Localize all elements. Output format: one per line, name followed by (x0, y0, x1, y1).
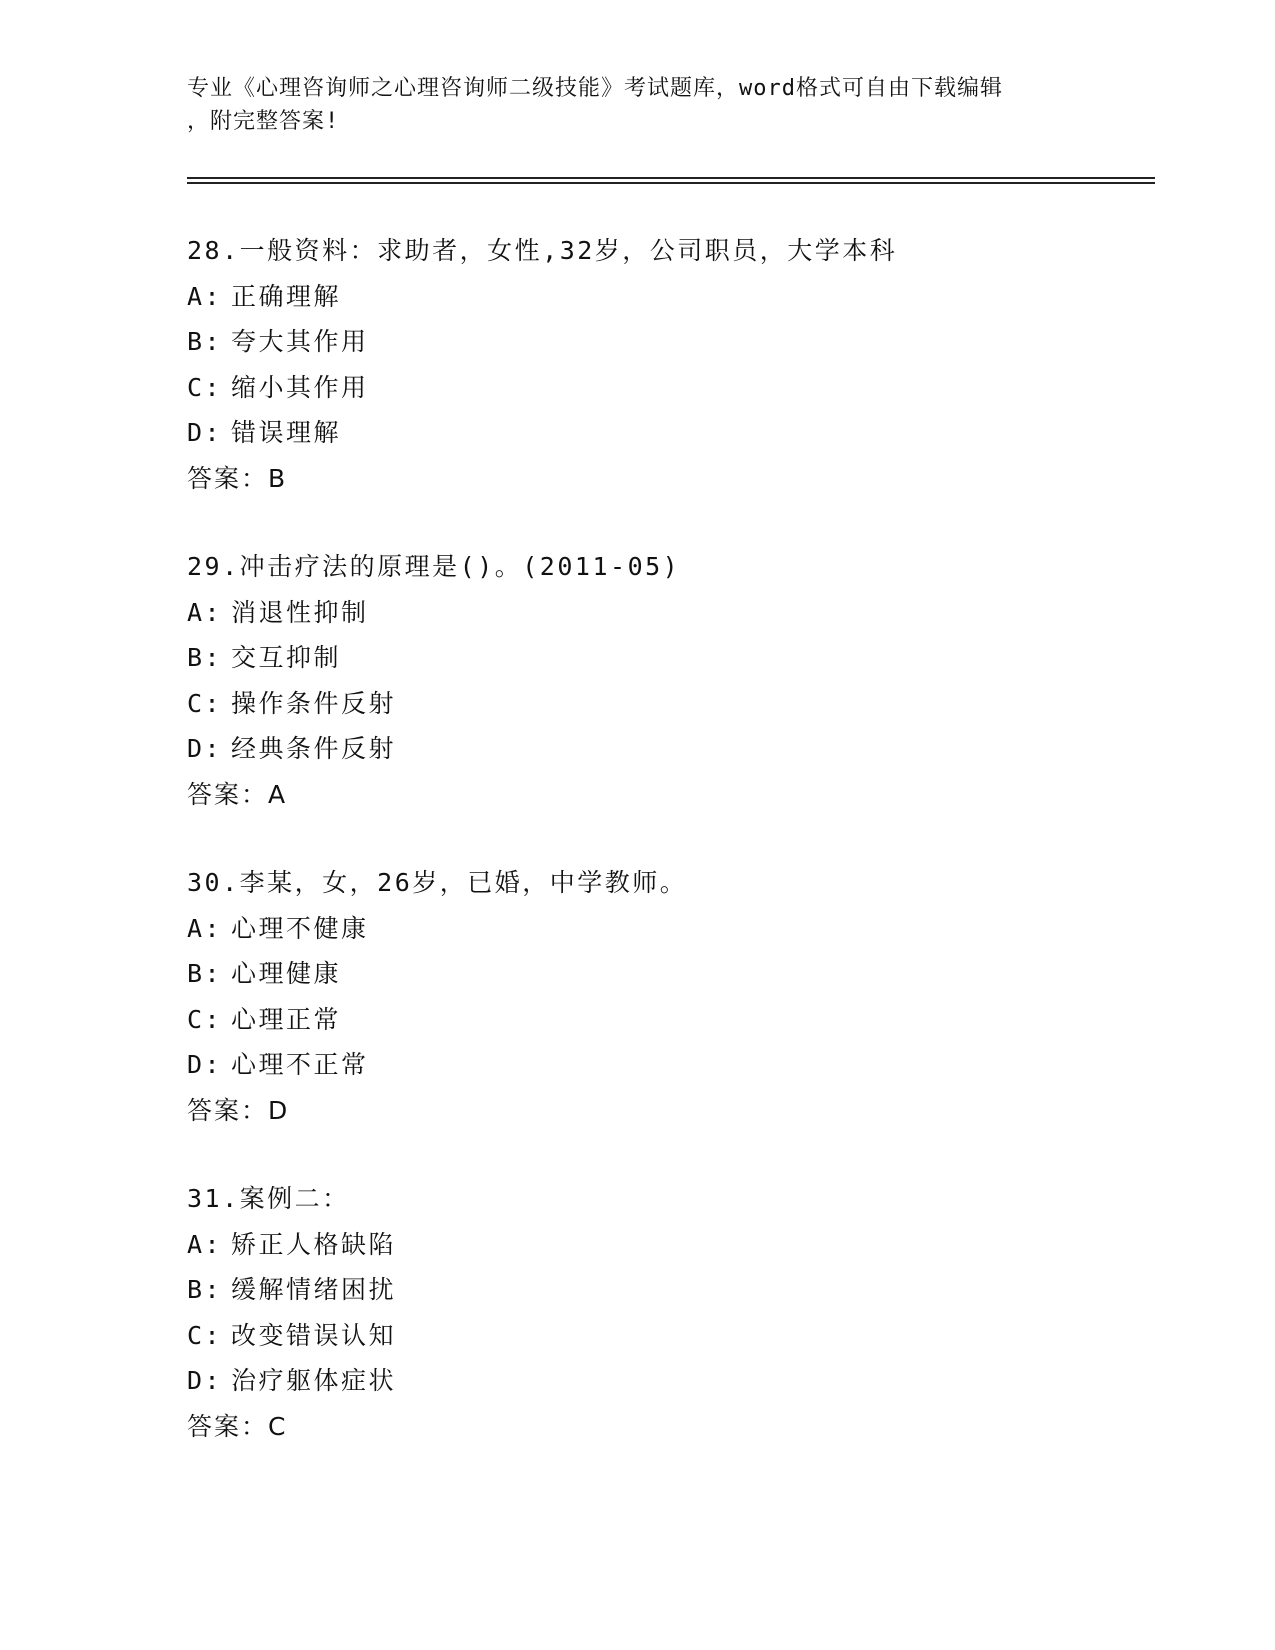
option-d (187, 726, 1147, 772)
option-text: 正确理解 (231, 281, 342, 311)
option-c (187, 1313, 1147, 1359)
option-text: 改变错误认知 (231, 1320, 397, 1350)
option-text: 心理健康 (231, 959, 342, 988)
header-divider-bottom (187, 182, 1155, 184)
option-letter: B: (187, 959, 223, 988)
option-c (187, 365, 1147, 411)
option-text: 缩小其作用 (231, 372, 369, 402)
option-d (187, 1358, 1147, 1404)
question-text: 31.案例二： (187, 1184, 350, 1213)
option-letter: C: (187, 688, 223, 718)
answer-line: 答案：B (187, 463, 288, 493)
option-b (187, 1267, 1147, 1313)
question-29 (187, 544, 1147, 817)
option-text: 缓解情绪困扰 (231, 1275, 397, 1304)
question-31 (187, 1176, 1147, 1449)
option-text: 心理正常 (231, 1004, 342, 1034)
header-line-2: ，附完整答案! (187, 109, 340, 134)
option-letter: C: (187, 372, 223, 402)
option-c (187, 997, 1147, 1043)
option-letter: D: (187, 1050, 223, 1079)
option-c (187, 681, 1147, 727)
option-b (187, 951, 1147, 997)
option-text: 心理不健康 (231, 913, 369, 943)
document-header (187, 72, 1087, 138)
option-b (187, 635, 1147, 681)
option-letter: B: (187, 1275, 223, 1304)
option-letter: B: (187, 327, 223, 356)
option-text: 心理不正常 (231, 1050, 369, 1079)
answer-line: 答案：C (187, 1411, 288, 1441)
option-text: 交互抑制 (231, 643, 342, 672)
option-letter: D: (187, 1366, 223, 1395)
answer-line: 答案：D (187, 1095, 290, 1125)
option-letter: C: (187, 1320, 223, 1350)
option-letter: A: (187, 597, 223, 627)
option-text: 错误理解 (231, 418, 342, 447)
question-30 (187, 860, 1147, 1133)
header-divider-top (187, 177, 1155, 179)
option-a (187, 274, 1147, 320)
option-a (187, 1222, 1147, 1268)
question-28 (187, 228, 1147, 501)
option-b (187, 319, 1147, 365)
option-text: 操作条件反射 (231, 688, 397, 718)
answer-line: 答案：A (187, 779, 288, 809)
option-a (187, 590, 1147, 636)
option-letter: A: (187, 281, 223, 311)
option-text: 矫正人格缺陷 (231, 1229, 397, 1259)
option-letter: C: (187, 1004, 223, 1034)
option-letter: A: (187, 1229, 223, 1259)
option-d (187, 1042, 1147, 1088)
option-letter: B: (187, 643, 223, 672)
question-text: 28.一般资料：求助者，女性,32岁，公司职员，大学本科 (187, 236, 898, 265)
option-text: 治疗躯体症状 (231, 1366, 397, 1395)
option-d (187, 410, 1147, 456)
question-text: 30.李某，女，26岁，已婚，中学教师。 (187, 868, 688, 897)
option-a (187, 906, 1147, 952)
option-letter: D: (187, 734, 223, 763)
question-text: 29.冲击疗法的原理是()。(2011-05) (187, 552, 681, 581)
option-text: 消退性抑制 (231, 597, 369, 627)
option-letter: A: (187, 913, 223, 943)
header-line-1: 专业《心理咨询师之心理咨询师二级技能》考试题库，word格式可自由下载编辑 (187, 76, 1003, 101)
option-letter: D: (187, 418, 223, 447)
option-text: 经典条件反射 (231, 734, 397, 763)
option-text: 夸大其作用 (231, 327, 369, 356)
